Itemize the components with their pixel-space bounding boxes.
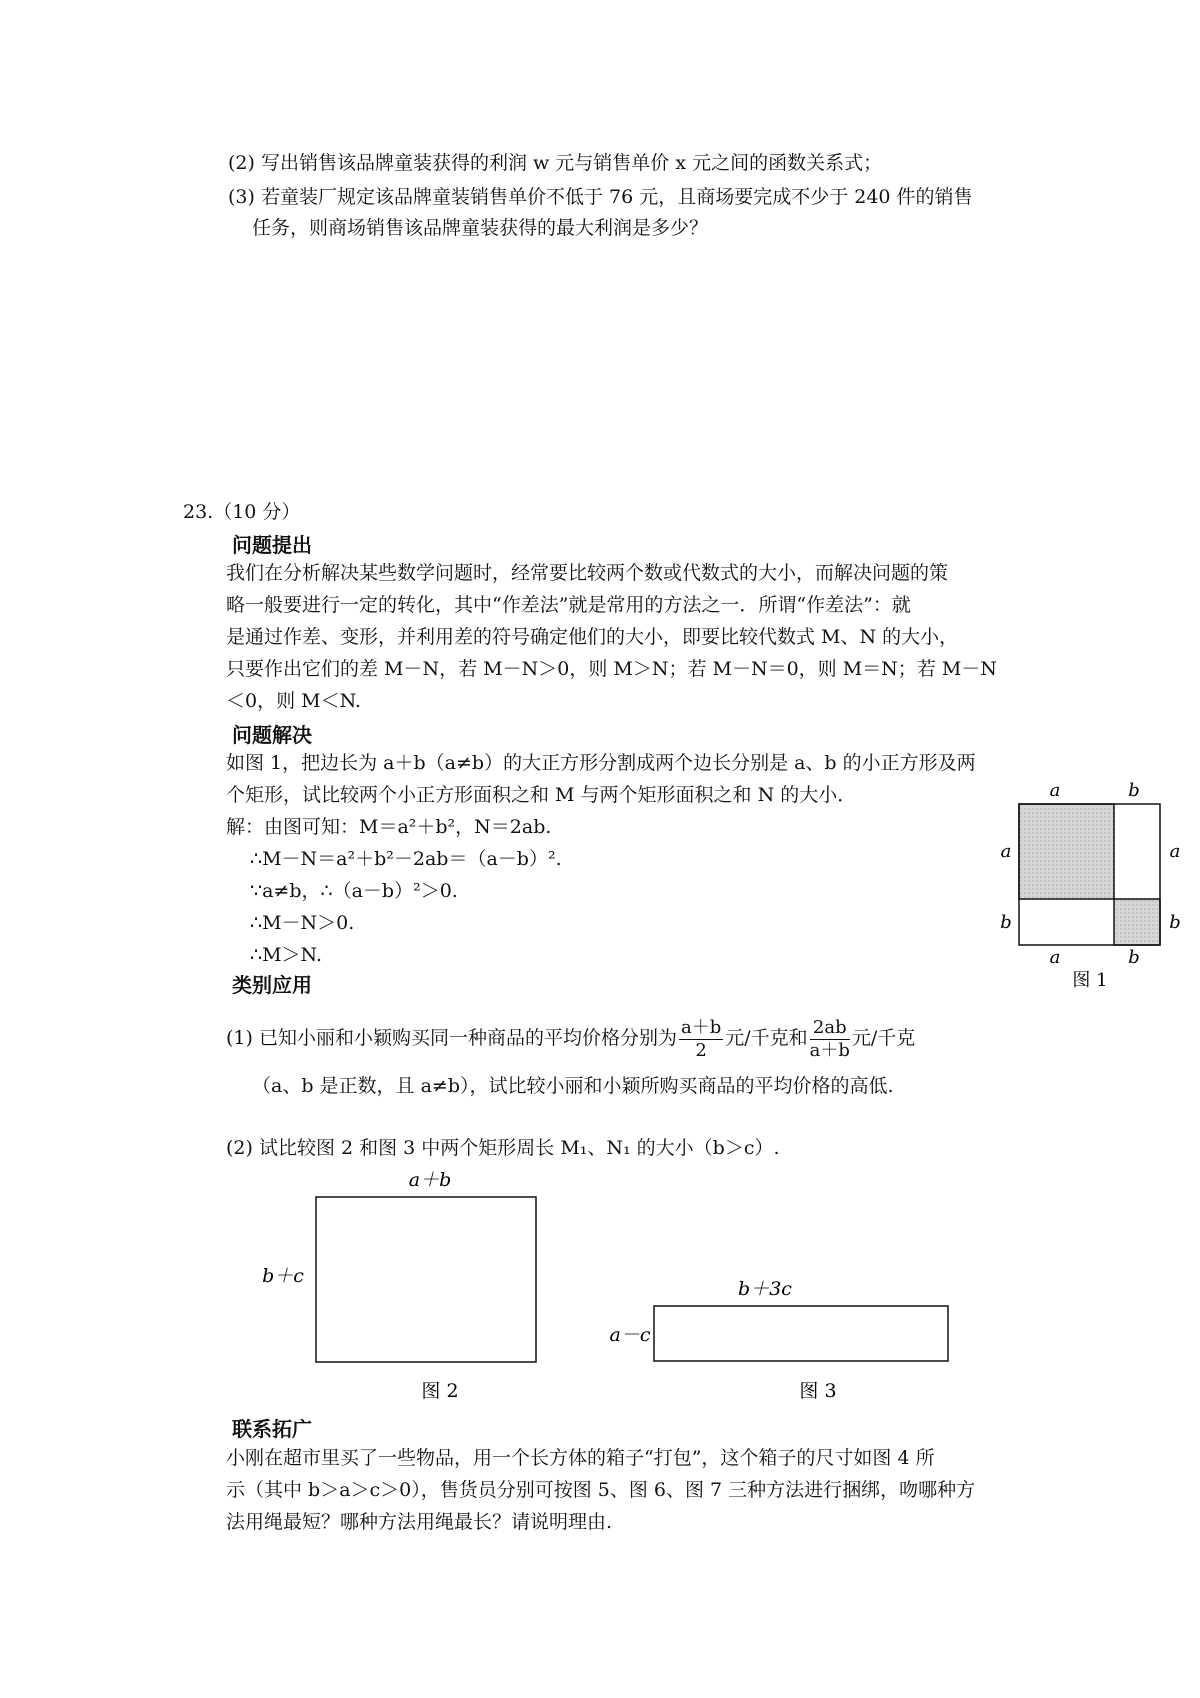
fig1-right-b: b xyxy=(1169,912,1181,933)
section1-line-5: ＜0，则 M＜N. xyxy=(226,690,362,712)
fraction-1-denominator: 2 xyxy=(695,1039,707,1061)
fraction-avg-price-2 xyxy=(810,1017,850,1062)
fig1-top-a: a xyxy=(1049,780,1061,801)
section1-line-3: 是通过作差、变形，并利用差的符号确定他们的大小，即要比较代数式 M、N 的大小， xyxy=(226,626,959,648)
section1-line-1: 我们在分析解决某些数学问题时，经常要比较两个数或代数式的大小，而解决问题的策 xyxy=(226,562,949,584)
extension-line-3: 法用绳最短？哪种方法用绳最长？请说明理由. xyxy=(226,1511,613,1533)
fig1-small-square-a xyxy=(1019,804,1114,899)
fig1-left-a: a xyxy=(1000,841,1012,862)
fig2-top-label: a＋b xyxy=(408,1169,452,1191)
q22-part3-line1: (3) 若童装厂规定该品牌童装销售单价不低于 76 元，且商场要完成不少于 240 件的销售 xyxy=(228,186,973,208)
fig1-left-b: b xyxy=(1000,912,1012,933)
solution-line-4: ∴M－N＞0. xyxy=(250,912,355,934)
fig2-rectangle xyxy=(316,1197,536,1362)
fig1-bottom-a: a xyxy=(1049,947,1061,968)
fig3-caption: 图 3 xyxy=(799,1380,837,1402)
part1-unit: 元/千克 xyxy=(851,1027,916,1049)
figure-1 xyxy=(1000,780,1190,995)
fig3-rectangle xyxy=(654,1306,948,1361)
part1-prefix: (1) 已知小丽和小颖购买同一种商品的平均价格分别为 xyxy=(226,1027,677,1049)
fig1-right-a: a xyxy=(1169,841,1181,862)
section1-line-2: 略一般要进行一定的转化，其中“作差法”就是常用的方法之一．所谓“作差法”：就 xyxy=(226,594,911,616)
extension-line-1: 小刚在超市里买了一些物品，用一个长方体的箱子“打包”，这个箱子的尺寸如图 4 所 xyxy=(226,1447,935,1469)
section-heading-problem: 问题提出 xyxy=(232,533,312,557)
fig1-small-square-b xyxy=(1114,899,1160,945)
section2-line-1: 如图 1，把边长为 a＋b（a≠b）的大正方形分割成两个边长分别是 a、b 的小正方形及两 xyxy=(226,752,976,774)
q22-part3-line2: 任务，则商场销售该品牌童装获得的最大利润是多少？ xyxy=(252,217,709,239)
solution-line-2: ∴M－N＝a²＋b²－2ab＝（a－b）². xyxy=(250,848,562,870)
section2-line-2: 个矩形，试比较两个小正方形面积之和 M 与两个矩形面积之和 N 的大小． xyxy=(226,784,857,806)
fraction-2-numerator: 2ab xyxy=(810,1017,850,1040)
q22-part2: (2) 写出销售该品牌童装获得的利润 w 元与销售单价 x 元之间的函数关系式； xyxy=(228,152,883,174)
section1-line-4: 只要作出它们的差 M－N，若 M－N＞0，则 M＞N；若 M－N＝0，则 M＝N；若 M－N xyxy=(226,658,997,680)
fig3-top-label: b＋3c xyxy=(738,1278,792,1300)
section-heading-solution: 问题解决 xyxy=(232,723,312,747)
section-heading-extension: 联系拓广 xyxy=(232,1417,312,1441)
fig2-side-label: b＋c xyxy=(262,1265,304,1287)
fig1-caption: 图 1 xyxy=(1072,970,1108,991)
extension-line-2: 示（其中 b＞a＞c＞0），售货员分别可按图 5、图 6、图 7 三种方法进行捆绑，吻哪种方 xyxy=(226,1479,976,1501)
solution-line-5: ∴M＞N. xyxy=(250,944,322,966)
fraction-2-denominator: a＋b xyxy=(809,1039,850,1061)
fraction-avg-price-1 xyxy=(679,1017,723,1062)
fig2-caption: 图 2 xyxy=(421,1380,459,1402)
figures-2-3 xyxy=(250,1165,970,1405)
application-part2: (2) 试比较图 2 和图 3 中两个矩形周长 M₁、N₁ 的大小（b＞c）. xyxy=(226,1137,780,1159)
section-heading-application: 类别应用 xyxy=(232,973,312,997)
application-part1-line1 xyxy=(226,1012,915,1064)
solution-line-1: 解：由图可知：M＝a²＋b²，N＝2ab. xyxy=(226,816,552,838)
application-part1-line2: （a、b 是正数，且 a≠b），试比较小丽和小颖所购买商品的平均价格的高低. xyxy=(252,1075,894,1097)
fig1-top-b: b xyxy=(1128,780,1140,801)
solution-line-3: ∵a≠b，∴（a－b）²＞0. xyxy=(250,880,458,902)
fig1-bottom-b: b xyxy=(1128,947,1140,968)
part1-unit-and: 元/千克和 xyxy=(725,1027,808,1049)
q23-number: 23.（10 分） xyxy=(183,501,301,523)
fig3-side-label: a－c xyxy=(609,1324,651,1346)
fraction-1-numerator: a＋b xyxy=(680,1016,722,1038)
